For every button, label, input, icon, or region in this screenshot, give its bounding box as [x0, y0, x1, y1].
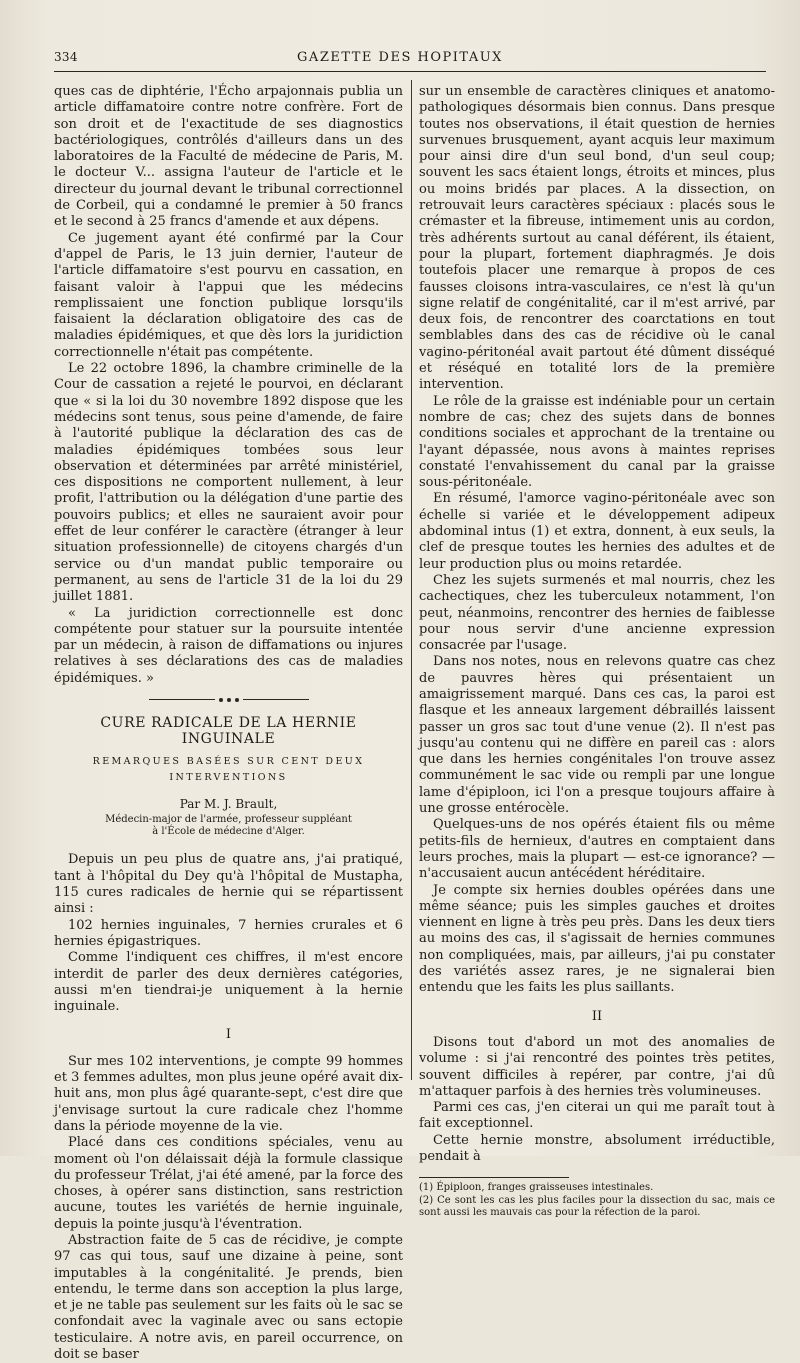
paragraph: En résumé, l'amorce vagino-péritonéale avec son échelle si variée et le développement adipeux abdominal intus (1) et extra, donnent, à eux seuls, la clef de presque toutes les hernies des adultes et de leur production plus ou moins retardée. — [419, 491, 775, 572]
paragraph: « La juridiction correctionnelle est donc compétente pour statuer sur la poursuite intentée par un médecin, à raison de diffamations ou injures relatives à ses déclarations des cas de maladies épidémiques. » — [54, 605, 403, 686]
footnote: (1) Épiploon, franges graisseuses intestinales. — [419, 1182, 654, 1194]
right-column — [419, 84, 775, 1220]
paragraph: Chez les sujets surmenés et mal nourris, chez les cachectiques, chez les tuberculeux notamment, l'on peut, néanmoins, rencontrer des hernies de faiblesse pour nous servir d'une ancienne expression consacrée par l'usage. — [419, 572, 775, 654]
left-column — [54, 84, 403, 1363]
section-ornament — [149, 695, 309, 705]
paragraph: Ce jugement ayant été confirmé par la Cour d'appel de Paris, le 13 juin dernier, l'auteur de l'article diffamatoire s'est pourvu en cassation, en faisant valoir à l'appui que les médecins remplissaient une fonction publique lorsqu'ils faisaient la déclaration obligatoire des cas de maladies épidémiques, et que dès lors la juridiction correctionnelle n'était pas compétente. — [54, 230, 403, 360]
paragraph: Placé dans ces conditions spéciales, venu au moment où l'on délaissait déjà la formule classique du professeur Trélat, j'ai été amené, par la force des choses, à opérer sans distinction, sans restriction aucune, toutes les variétés de hernie inguinale, depuis la pointe jusqu'à l'éventration. — [54, 1135, 403, 1232]
paragraph: Disons tout d'abord un mot des anomalies de volume : si j'ai rencontré des pointes très petites, souvent difficiles à repérer, par contre, j'ai dû m'attaquer parfois à des hernies très volumineuses. — [419, 1034, 775, 1099]
header-rule — [54, 71, 766, 72]
paragraph: ques cas de diphtérie, l'Écho arpajonnais publia un article diffamatoire contre notre confrère. Fort de son droit et de l'exactitude de ses diagnostics bactériologiques, contrôlés d'ailleurs dans un des laboratoires de la Faculté de médecine de Paris, M. le docteur V... assigna l'auteur de l'article et le directeur du journal devant le tribunal correctionnel de Corbeil, qui a condamné le premier à 50 francs et le second à 25 francs d'amende et aux dépens. — [54, 84, 403, 230]
running-title: GAZETTE DES HOPITAUX — [297, 50, 503, 65]
paragraph: 102 hernies inguinales, 7 hernies crurales et 6 hernies épigastriques. — [54, 917, 403, 949]
paragraph: sur un ensemble de caractères cliniques et anatomo-pathologiques désormais bien connus. Dans presque toutes nos observations, il était question de hernies survenues brusquement, ayant acquis leur maximum pour ainsi dire d'un seul bond, d'un seul coup; souvent les sacs étaient longs, étroits et minces, plus ou moins bridés par places. A la dissection, on retrouvait leurs caractères spéciaux : placés sous le crémaster et la fibreuse, intimement unis au cordon, très adhérents surtout au canal déférent, ils étaient, pour la plupart, fortement diaphragmés. Je dois toutefois placer une remarque à propos de ces fausses cloisons intra-vasculaires, ce n'est là qu'un signe relatif de congénitalité, car il m'est arrivé, par deux fois, de rencontrer des coarctations en tout semblables dans des cas de récidive où le canal vagino-péritonéal avait partout été dûment disséqué et réséqué en totalité lors de la première intervention. — [419, 84, 775, 393]
article-title: CURE RADICALE DE LA HERNIE INGUINALE — [100, 714, 357, 748]
author-affiliation: Médecin-major de l'armée, professeur suppléant — [105, 814, 352, 826]
paragraph: Abstraction faite de 5 cas de récidive, je compte 97 cas qui tous, sauf une dizaine à peine, sont imputables à la congénitalité. Je prends, bien entendu, le terme dans son acception la plus large, et je ne table pas seulement sur les faits où le sac se confondait avec la vaginale avec ou sans ectopie testiculaire. A notre avis, en pareil occurrence, on doit se baser — [54, 1233, 403, 1363]
paragraph: Parmi ces cas, j'en citerai un qui me paraît tout à fait exceptionnel. — [419, 1100, 775, 1132]
paragraph: Dans nos notes, nous en relevons quatre cas chez de pauvres hères qui présentaient un amaigrissement marqué. Dans ces cas, la paroi est flasque et les anneaux largement débraillés laissent passer un gros sac tout d'une venue (2). Il n'est pas jusqu'au contenu qui ne diffère en pareil cas : alors que dans les hernies congénitales l'on trouve assez communément le sac vide ou rempli par une longue lame d'épiploon, ici l'on a presque toujours affaire à une grosse entérocèle. — [419, 654, 775, 817]
column-divider — [411, 80, 412, 1080]
paragraph: Le rôle de la graisse est indéniable pour un certain nombre de cas; chez des sujets dans de bonnes conditions sociales et approchant de la trentaine ou l'ayant dépassée, nous avons à maintes reprises constaté l'envahissement du canal par la graisse sous-péritonéale. — [419, 393, 775, 491]
section-number: I — [225, 1027, 232, 1043]
article-subtitle: REMARQUES BASÉES SUR CENT DEUX INTERVENTIONS — [92, 755, 365, 783]
paragraph: Comme l'indiquent ces chiffres, il m'est encore interdit de parler des deux dernières catégories, aussi m'en tiendrai-je uniquement à la hernie inguinale. — [54, 950, 403, 1015]
paragraph: Cette hernie monstre, absolument irréductible, pendait à — [419, 1132, 775, 1164]
paragraph: Sur mes 102 interventions, je compte 99 hommes et 3 femmes adultes, mon plus jeune opéré avait dix-huit ans, mon plus âgé quarante-sept, c'est dire que j'envisage surtout la cure radicale chez l'homme dans la période moyenne de la vie. — [54, 1053, 403, 1134]
paragraph: Je compte six hernies doubles opérées dans une même séance; puis les simples gauches et droites viennent en ligne à très peu près. Dans les deux tiers au moins des cas, il s'agissait de hernies communes non compliquées, mais, par ailleurs, j'ai pu constater des variétés assez rares, je ne signalerai bien entendu que les faits les plus saillants. — [419, 882, 775, 996]
page-number: 334 — [54, 50, 78, 64]
footnote-rule — [419, 1177, 569, 1178]
paragraph: Depuis un peu plus de quatre ans, j'ai pratiqué, tant à l'hôpital du Dey qu'à l'hôpital de Mustapha, 115 cures radicales de hernie qui se répartissent ainsi : — [54, 852, 403, 917]
section-number: II — [591, 1008, 603, 1024]
author-byline: Par M. J. Brault, — [179, 797, 278, 812]
footnote: (2) Ce sont les cas les plus faciles pour la dissection du sac, mais ce sont aussi les mauvais cas pour la réfection de la paroi. — [419, 1194, 775, 1219]
paragraph: Le 22 octobre 1896, la chambre criminelle de la Cour de cassation a rejeté le pourvoi, en déclarant que « si la loi du 30 novembre 1892 dispose que les médecins sont tenus, sous peine d'amende, de faire à l'autorité publique la déclaration des cas de maladies épidémiques tombées sous leur observation et déterminées par arrêté ministériel, ces dispositions ne comportent nullement, à leur profit, l'attribution ou la délégation d'une partie des pouvoirs publics; et elles ne sauraient avoir pour effet de leur conférer le caractère (étranger à leur situation professionnelle) de citoyens chargés d'un service ou d'un mandat public temporaire ou permanent, au sens de l'article 31 de la loi du 29 juillet 1881. — [54, 361, 403, 605]
author-affiliation: à l'École de médecine d'Alger. — [152, 826, 305, 838]
paragraph: Quelques-uns de nos opérés étaient fils ou même petits-fils de hernieux, d'autres en comptaient dans leurs proches, mais la plupart — est-ce ignorance? — n'accusaient aucun antécédent héréditaire. — [419, 817, 775, 882]
